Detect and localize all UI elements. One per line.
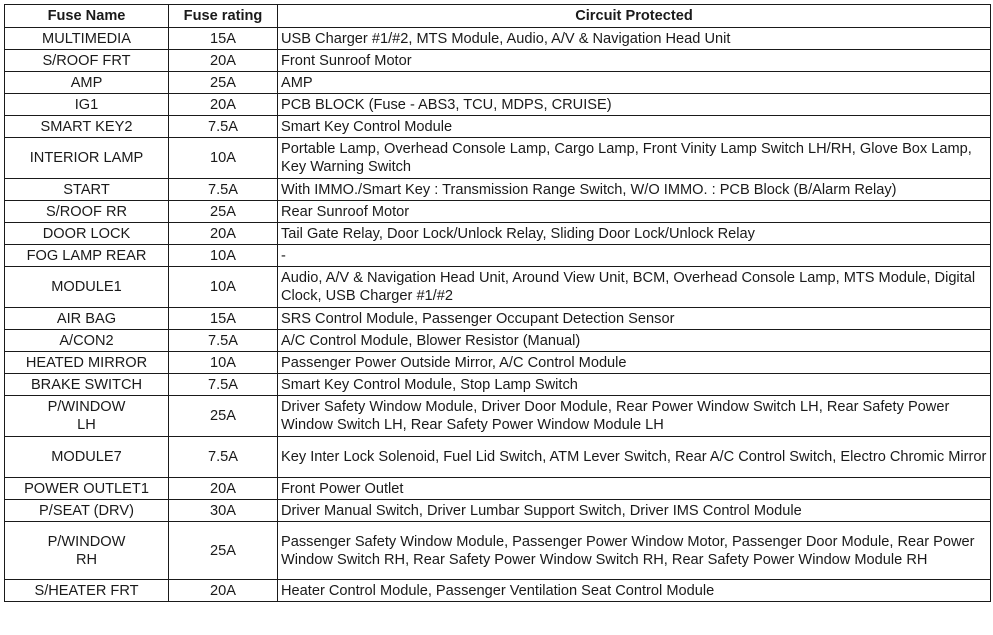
fuse-rating-cell: 20A (169, 223, 278, 245)
circuit-cell: PCB BLOCK (Fuse - ABS3, TCU, MDPS, CRUISE) (278, 94, 991, 116)
table-header-row (5, 5, 991, 28)
circuit-cell: AMP (278, 72, 991, 94)
circuit-cell: Smart Key Control Module (278, 116, 991, 138)
fuse-name-cell: HEATED MIRROR (5, 352, 169, 374)
table-row (5, 478, 991, 500)
table-row (5, 374, 991, 396)
circuit-cell: Passenger Power Outside Mirror, A/C Control Module (278, 352, 991, 374)
table-row (5, 72, 991, 94)
fuse-rating-cell: 10A (169, 267, 278, 308)
table-row (5, 522, 991, 580)
table-row (5, 437, 991, 478)
table-row (5, 330, 991, 352)
fuse-name-cell: AIR BAG (5, 308, 169, 330)
circuit-cell: Front Sunroof Motor (278, 50, 991, 72)
table-row (5, 179, 991, 201)
circuit-cell: Portable Lamp, Overhead Console Lamp, Cargo Lamp, Front Vinity Lamp Switch LH/RH, Glove Box Lamp, Key Warning Switch (278, 138, 991, 179)
fuse-name-cell: S/ROOF FRT (5, 50, 169, 72)
fuse-name-line-2: RH (75, 551, 98, 568)
fuse-rating-cell: 15A (169, 308, 278, 330)
circuit-cell: - (278, 245, 991, 267)
fuse-rating-cell: 10A (169, 245, 278, 267)
fuse-name-line-1: P/WINDOW (47, 533, 126, 550)
fuse-table (4, 4, 991, 602)
table-row (5, 94, 991, 116)
fuse-rating-cell: 30A (169, 500, 278, 522)
circuit-cell: Key Inter Lock Solenoid, Fuel Lid Switch, ATM Lever Switch, Rear A/C Control Switch, Electro Chromic Mirror (278, 437, 991, 478)
fuse-name-cell: A/CON2 (5, 330, 169, 352)
fuse-name-cell: MULTIMEDIA (5, 28, 169, 50)
table-row (5, 308, 991, 330)
circuit-cell: Driver Safety Window Module, Driver Door Module, Rear Power Window Switch LH, Rear Safety Power Window Switch LH, Rear Safety Power Window Module LH (278, 396, 991, 437)
fuse-rating-cell: 10A (169, 138, 278, 179)
fuse-rating-cell: 25A (169, 522, 278, 580)
fuse-rating-cell: 15A (169, 28, 278, 50)
table-row (5, 580, 991, 602)
circuit-cell: Rear Sunroof Motor (278, 201, 991, 223)
header-fuse-rating: Fuse rating (169, 5, 278, 28)
circuit-cell: A/C Control Module, Blower Resistor (Manual) (278, 330, 991, 352)
fuse-rating-cell: 7.5A (169, 330, 278, 352)
fuse-rating-cell: 20A (169, 478, 278, 500)
table-row (5, 201, 991, 223)
table-row (5, 396, 991, 437)
fuse-name-cell: FOG LAMP REAR (5, 245, 169, 267)
table-row (5, 500, 991, 522)
fuse-name-cell (5, 522, 169, 580)
circuit-cell: Front Power Outlet (278, 478, 991, 500)
fuse-name-cell: SMART KEY2 (5, 116, 169, 138)
table-row (5, 245, 991, 267)
fuse-rating-cell: 10A (169, 352, 278, 374)
fuse-name-cell: P/SEAT (DRV) (5, 500, 169, 522)
table-row (5, 138, 991, 179)
circuit-cell: Driver Manual Switch, Driver Lumbar Support Switch, Driver IMS Control Module (278, 500, 991, 522)
circuit-cell: USB Charger #1/#2, MTS Module, Audio, A/V & Navigation Head Unit (278, 28, 991, 50)
fuse-name-cell: MODULE1 (5, 267, 169, 308)
circuit-cell: Passenger Safety Window Module, Passenger Power Window Motor, Passenger Door Module, Rear Power Window Switch RH, Rear Safety Power Window Switch RH, Rear Safety Power Window Module RH (278, 522, 991, 580)
circuit-cell: Smart Key Control Module, Stop Lamp Switch (278, 374, 991, 396)
fuse-rating-cell: 25A (169, 201, 278, 223)
table-row (5, 352, 991, 374)
fuse-name-cell: POWER OUTLET1 (5, 478, 169, 500)
circuit-cell: With IMMO./Smart Key : Transmission Range Switch, W/O IMMO. : PCB Block (B/Alarm Relay) (278, 179, 991, 201)
table-row (5, 28, 991, 50)
table-row (5, 267, 991, 308)
fuse-rating-cell: 20A (169, 580, 278, 602)
header-circuit-protected: Circuit Protected (278, 5, 991, 28)
fuse-name-cell: S/ROOF RR (5, 201, 169, 223)
fuse-name-cell: S/HEATER FRT (5, 580, 169, 602)
fuse-name-line-2: LH (77, 417, 96, 433)
fuse-rating-cell: 25A (169, 72, 278, 94)
circuit-cell: Tail Gate Relay, Door Lock/Unlock Relay, Sliding Door Lock/Unlock Relay (278, 223, 991, 245)
fuse-rating-cell: 7.5A (169, 179, 278, 201)
fuse-rating-cell: 20A (169, 50, 278, 72)
table-row (5, 50, 991, 72)
circuit-cell: Audio, A/V & Navigation Head Unit, Around View Unit, BCM, Overhead Console Lamp, MTS Module, Digital Clock, USB Charger #1/#2 (278, 267, 991, 308)
fuse-name-cell: START (5, 179, 169, 201)
fuse-name-cell: BRAKE SWITCH (5, 374, 169, 396)
fuse-name-cell: INTERIOR LAMP (5, 138, 169, 179)
fuse-rating-cell: 7.5A (169, 116, 278, 138)
fuse-name-cell: IG1 (5, 94, 169, 116)
fuse-name-cell: MODULE7 (5, 437, 169, 478)
fuse-name-cell: DOOR LOCK (5, 223, 169, 245)
circuit-cell: SRS Control Module, Passenger Occupant Detection Sensor (278, 308, 991, 330)
table-row (5, 116, 991, 138)
table-row (5, 223, 991, 245)
fuse-name-cell (5, 396, 169, 437)
fuse-name-line-1: P/WINDOW (47, 399, 126, 415)
fuse-rating-cell: 20A (169, 94, 278, 116)
fuse-rating-cell: 25A (169, 396, 278, 437)
fuse-rating-cell: 7.5A (169, 374, 278, 396)
header-fuse-name: Fuse Name (5, 5, 169, 28)
circuit-cell: Heater Control Module, Passenger Ventilation Seat Control Module (278, 580, 991, 602)
fuse-name-cell: AMP (5, 72, 169, 94)
fuse-rating-cell: 7.5A (169, 437, 278, 478)
